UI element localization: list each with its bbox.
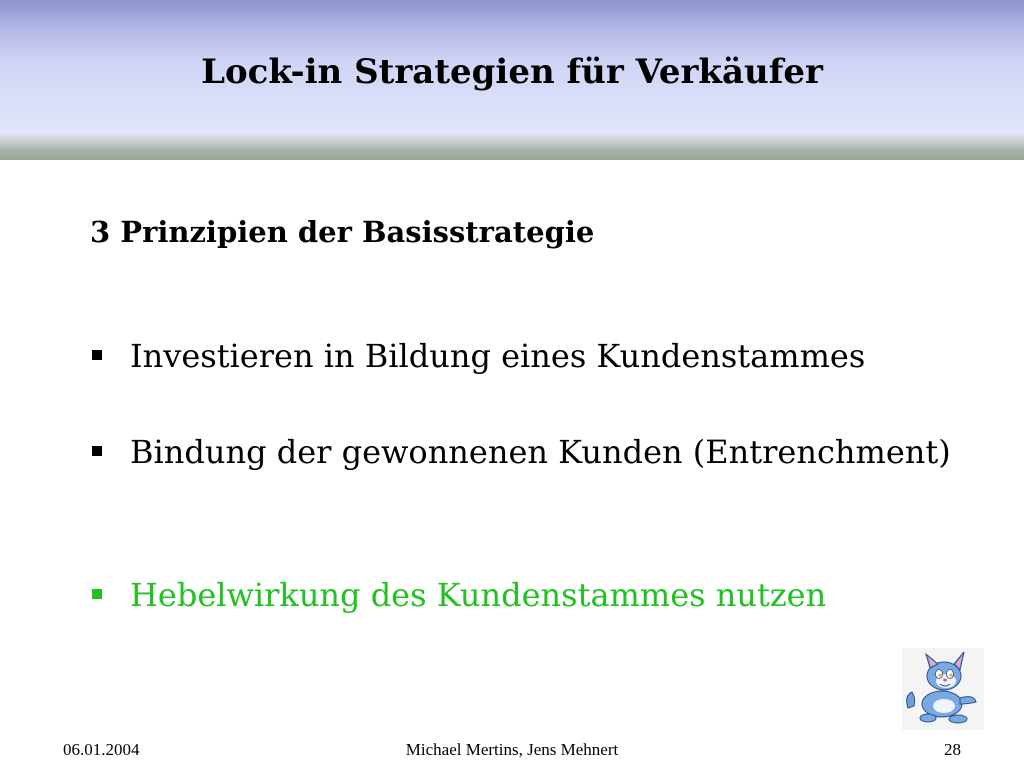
footer-date: 06.01.2004	[63, 740, 140, 759]
bullet-text: Bindung der gewonnenen Kunden (Entrenchment)	[130, 433, 951, 471]
slide-title: Lock-in Strategien für Verkäufer	[201, 52, 823, 92]
square-bullet-icon	[92, 350, 102, 360]
footer-authors: Michael Mertins, Jens Mehnert	[405, 740, 619, 759]
square-bullet-icon	[92, 446, 102, 456]
square-bullet-icon	[92, 589, 102, 599]
section-heading: 3 Prinzipien der Basisstrategie	[90, 215, 595, 249]
bullet-text: Investieren in Bildung eines Kundenstammes	[130, 337, 866, 375]
bullet-text: Hebelwirkung des Kundenstammes nutzen	[130, 576, 827, 614]
cartoon-cat-icon	[902, 648, 984, 730]
page-number: 28	[944, 740, 961, 759]
